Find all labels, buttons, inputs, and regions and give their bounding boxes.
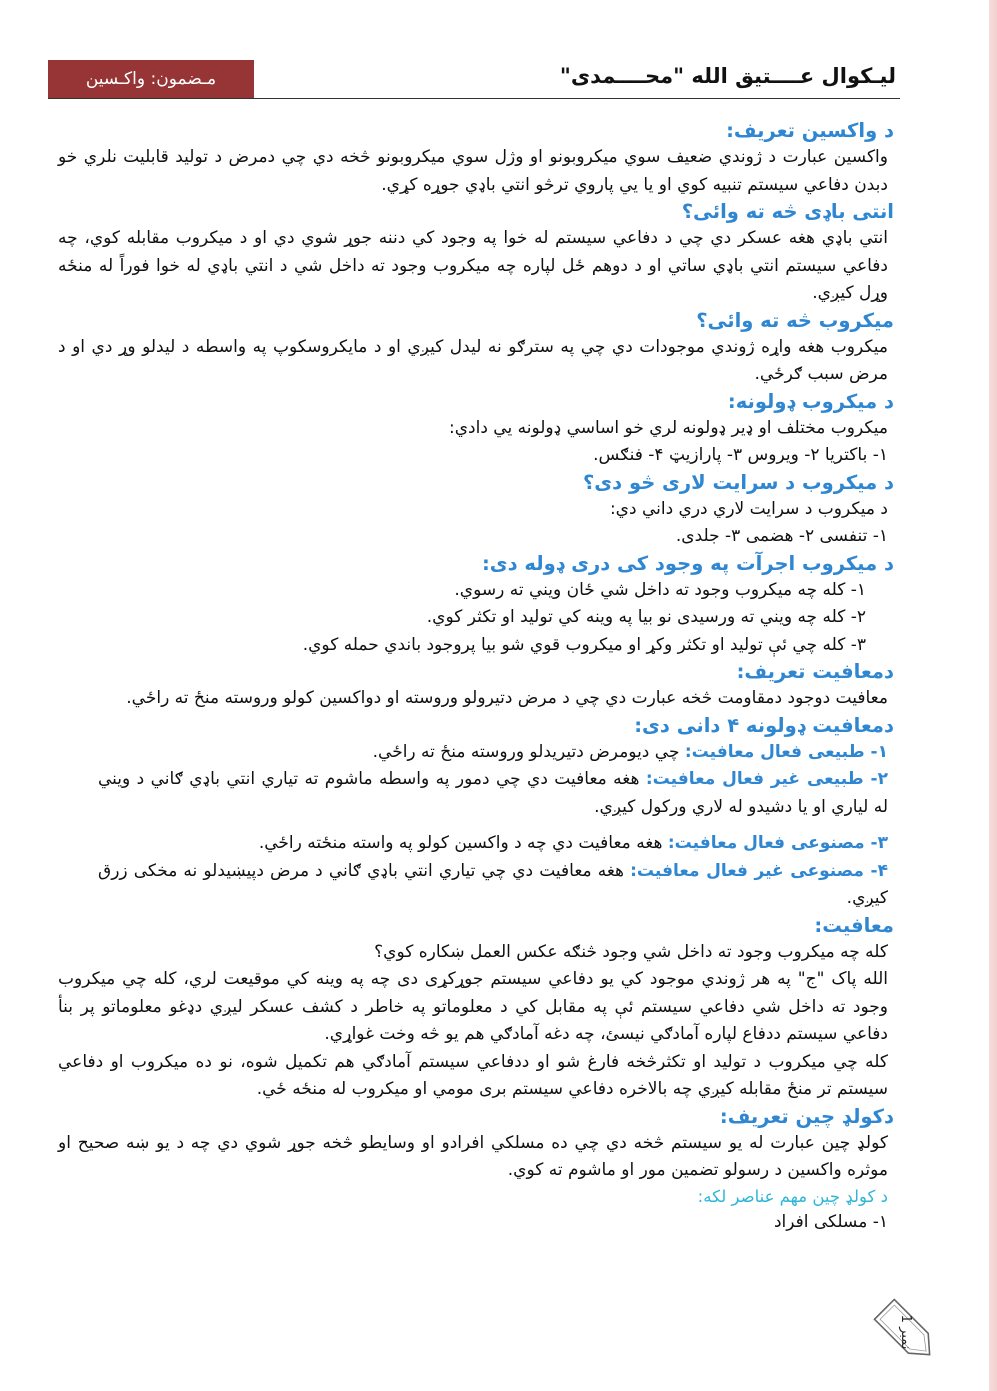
paragraph-cold-chain: کولډ چين عبارت له يو سيستم څخه دي چي ده مسلکي افرادو او وسايطو څخه جوړ شوي دي چه د يو ښه صحيح او موثره واکسين د رسولو تضمين مور او ماشوم ته کوي. [58, 1132, 888, 1180]
list-microbe-types: ۱- باکتریا ۲- ویروس ۳- پارازیټ ۴- فنګس. [593, 445, 888, 465]
document-body [58, 118, 894, 1236]
page-tag-icon [865, 1290, 949, 1374]
item-text: چي ديومرض دتيريدلو وروسته منځ ته راځي. [372, 741, 685, 762]
list-item [58, 858, 894, 913]
heading-microbe-actions: د میکروب اجرآت په وجود کی دری ډوله دی: [481, 551, 894, 575]
paragraph-vaccine-definition: واکسین عبارت د ژوندي ضعيف سوي ميکروبونو او وژل سوي ميکروبونو څخه دي چي دمرض د توليد قابليت نلري خو دبدن دفاعي سيستم تنبيه کوي او يا يي پاروي ترڅو انتي باډي جوړه کړي. [58, 147, 888, 195]
author-name: لیـکوال عــــتیق الله "محــــمدی" [559, 64, 896, 88]
page-number-tag [865, 1290, 949, 1374]
heading-microbe-types: د میکروب ډولونه: [727, 389, 894, 413]
item-text: هغه معافيت دي چه د واکسين کولو په واسته منځته راځي. [258, 833, 668, 853]
list-item [58, 766, 894, 821]
list-item: ۲- کله چه ويني ته ورسيدی نو بيا په وينه کي توليد او تکثر کوي. [426, 607, 866, 627]
item-label: ۲- طبیعی غیر فعال معافیت: [645, 769, 889, 789]
heading-immunity: معافیت: [814, 913, 894, 937]
subject-label: مـضمون: واکـسین [48, 60, 254, 98]
paragraph-immunity-conclusion: کله چي ميکروب د توليد او تکثرڅخه فارغ شو او ددفاعي سيستم آمادګي هم تکميل شوه، نو ده ميکروب او دفاعي سيستم تر منځ مقابله کيږي چه بالاخره دفاعي سيستم بری مومي او ميکروب له منځه ځي. [58, 1051, 888, 1099]
paragraph-microbe: ميکروب هغه واړه ژوندي موجودات دي چي په سترګو نه ليدل کيږي او د مايکروسکوپ په واسطه د ليدلو وړ دي او د مرض سبب ګرځي. [58, 336, 888, 384]
heading-microbe: میکروب څه ته وائی؟ [696, 308, 894, 332]
item-label: ۳- مصنوعی فعال معافیت: [667, 833, 888, 853]
heading-immunity-definition: دمعافیت تعریف: [736, 660, 894, 683]
page-edge-decoration [989, 0, 997, 1391]
page-number-label: نمبر 1 [898, 1314, 913, 1350]
item-label: ۱- طبیعی فعال معافیت: [684, 741, 888, 762]
heading-cold-chain: دکولډ چین تعریف: [719, 1104, 894, 1128]
list-item: ۱- مسلکی افراد [773, 1211, 888, 1232]
heading-vaccine-definition: د واکسین تعریف: [726, 119, 894, 142]
list-item: ۱- کله چه ميکروب وجود ته داخل شي ځان ويني ته رسوي. [454, 579, 866, 600]
item-label: ۴- مصنوعی غیر فعال معافیت: [630, 860, 888, 881]
spacer [58, 821, 894, 830]
list-item [58, 830, 894, 858]
heading-immunity-types: دمعافیت ډولونه ۴ دانی دی: [634, 713, 894, 737]
page-header [48, 60, 900, 99]
heading-antibody: انتی باډی څه ته وائی؟ [681, 200, 894, 223]
list-item: ۳- کله چي ئې توليد او تکثر وکړ او ميکروب قوي شو بيا پروجود باندي حمله کوي. [302, 634, 866, 655]
paragraph-microbe-types: ميکروب مختلف او ډير ډولونه لري خو اساسي ډولونه يي دادي: [449, 417, 888, 438]
paragraph-transmission-routes: د ميکروب د سرايت لاري دري داني دي: [609, 498, 888, 519]
list-item [58, 739, 894, 767]
subheading-cold-chain-elements: د کولډ چین مهم عناصر لکه: [697, 1186, 888, 1206]
paragraph-immunity-body: الله پاک "ج" په هر ژوندي موجود کي يو دفاعي سيستم جوړکړی دی چه په وينه کي موقيعت لري، کله چي ميکروب وجود ته داخل شي دفاعي سيستم ئې په مقابل کي د معلوماتو په خاطر د کشف عسکر ليږي دډغو معلوماتو پر بنأ دفاعي سيستم ددفاع لپاره آمادګي نيسئ، چه دغه آمادګي هم يو څه وخت غواړي. [58, 969, 888, 1044]
paragraph-antibody: انتي باډي هغه عسکر دي چي د دفاعي سيستم له خوا په وجود کي دننه جوړ شوي دي او د ميکروب مقابله کوي، چه دفاعي سيستم انتي باډي ساتي او د دوهم ځل لپاره چه ميکروب وجود ته داخل شي د انتي باډي له خوا فوراً له منځه وړل کيږي. [58, 228, 888, 303]
item-text: هغه معافيت دي چي تياري انتي باډي ګاني د مرض دپيښيدلو نه مخکی زرق کيږي. [98, 860, 888, 908]
list-transmission-routes: ۱- تنفسی ۲- هضمی ۳- جلدی. [675, 526, 888, 546]
item-text: هغه معافيت دي چي دمور په واسطه ماشوم ته تياري انتي باډي ګاني د ويني له لياري او يا دشيدو له لاري ورکول کيږي. [98, 769, 888, 817]
paragraph-immunity-question: کله چه ميکروب وجود ته داخل شي وجود څنګه عکس العمل ښکاره کوي؟ [374, 941, 888, 962]
paragraph-immunity-definition: معافيت دوجود دمقاومت څخه عبارت دي چي د مرض دتيرولو وروسته او دواکسين کولو وروسته منځ ته راځي. [126, 688, 888, 708]
heading-transmission-routes: د میکروب د سرایت لاری څو دی؟ [582, 470, 894, 494]
